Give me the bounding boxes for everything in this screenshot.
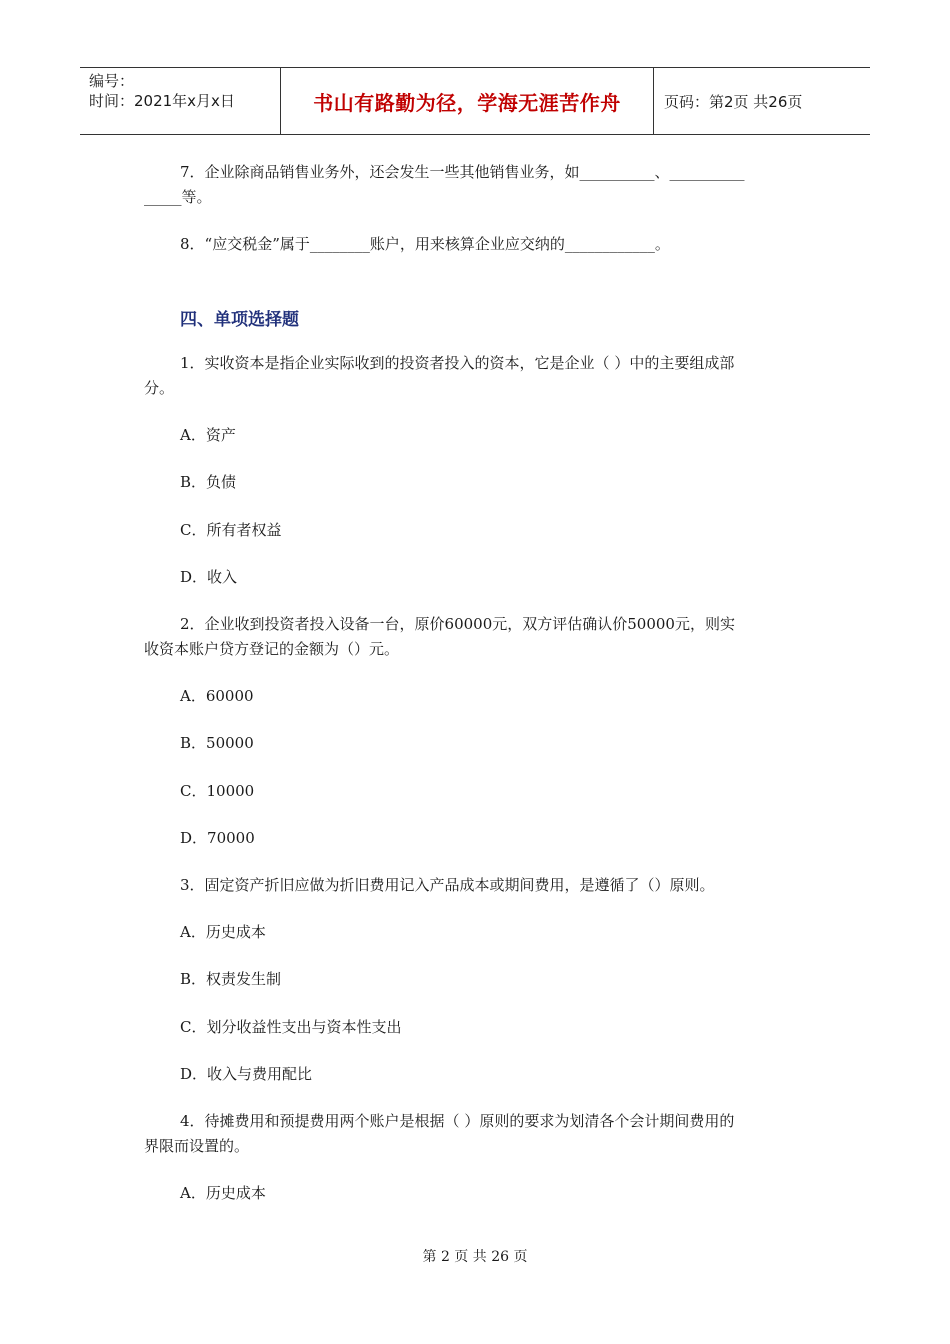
section-title: 四、单项选择题 <box>180 310 299 330</box>
date-label: 时间：2021年x月x日 <box>89 92 235 110</box>
mc4-stem-line2: 界限而设置的。 <box>144 1137 250 1155</box>
mc1-option-a: A．资产 <box>180 426 236 444</box>
mc1-stem-line2: 分。 <box>144 379 175 397</box>
number-label: 编号： <box>89 72 135 90</box>
header-motto-cell <box>281 68 654 134</box>
page-footer <box>0 1246 950 1266</box>
mc2-stem-line2: 收资本账户贷方登记的金额为（）元。 <box>144 640 400 658</box>
motto-text: 书山有路勤为径，学海无涯苦作舟 <box>313 90 621 115</box>
mc1-option-d: D．收入 <box>180 568 238 586</box>
mc2-option-d: D．70000 <box>180 829 255 847</box>
mc4-option-a: A．历史成本 <box>180 1184 266 1202</box>
mc3-option-d: D．收入与费用配比 <box>180 1065 313 1083</box>
mc4-stem-line1: 4．待摊费用和预提费用两个账户是根据（ ）原则的要求为划清各个会计期间费用的 <box>180 1112 735 1130</box>
page-info-text: 页码：第2页 共26页 <box>664 92 803 111</box>
question-8: 8．“应交税金”属于________账户，用来核算企业应交纳的____________。 <box>180 235 670 253</box>
question-7-line2: _____等。 <box>144 188 212 206</box>
mc1-stem-line1: 1．实收资本是指企业实际收到的投资者投入的资本，它是企业（ ）中的主要组成部 <box>180 354 735 372</box>
mc3-option-b: B．权责发生制 <box>180 970 282 988</box>
mc2-option-c: C．10000 <box>180 782 255 800</box>
mc2-option-b: B．50000 <box>180 734 254 752</box>
page-header <box>80 67 870 135</box>
mc3-option-a: A．历史成本 <box>180 923 266 941</box>
header-meta <box>80 68 281 134</box>
mc1-option-b: B．负债 <box>180 473 237 491</box>
question-7-line1: 7．企业除商品销售业务外，还会发生一些其他销售业务，如__________、__________ <box>180 163 745 181</box>
footer-page-number: 第 2 页 共 26 页 <box>422 1249 528 1265</box>
header-page-info <box>654 68 870 134</box>
mc1-option-c: C．所有者权益 <box>180 521 282 539</box>
mc3-option-c: C．划分收益性支出与资本性支出 <box>180 1018 402 1036</box>
mc2-option-a: A．60000 <box>180 687 254 705</box>
mc3-stem: 3．固定资产折旧应做为折旧费用记入产品成本或期间费用，是遵循了（）原则。 <box>180 876 715 894</box>
mc2-stem-line1: 2．企业收到投资者投入设备一台，原价60000元，双方评估确认价50000元，则实 <box>180 615 735 633</box>
